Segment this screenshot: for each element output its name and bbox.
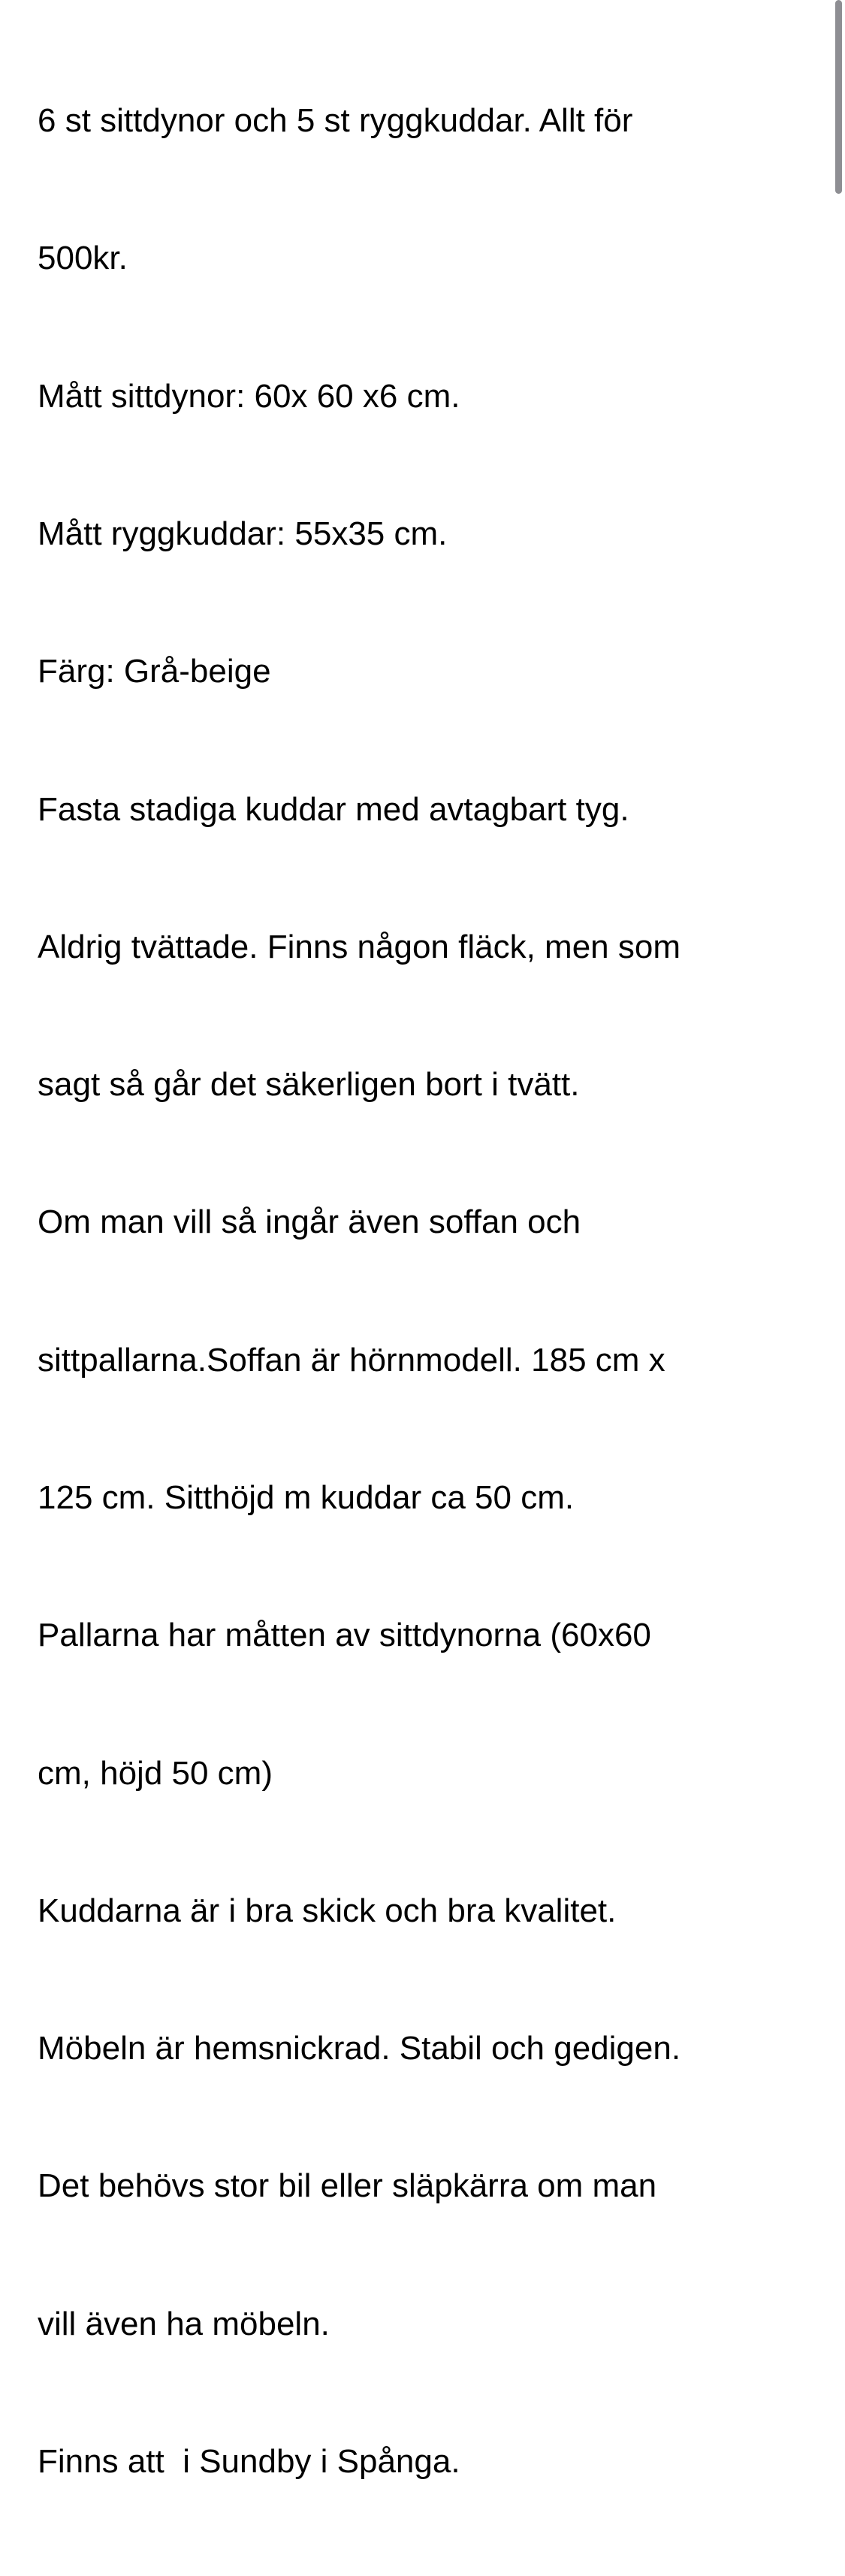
note-line: sittpallarna.Soffan är hörnmodell. 185 cm x — [38, 1341, 665, 1379]
note-line: 500kr. — [38, 240, 128, 277]
note-line: Finns att i Sundby i Spånga. — [38, 2442, 460, 2480]
note-line: sagt så går det säkerligen bort i tvätt. — [38, 1066, 580, 1104]
note-line: Mått ryggkuddar: 55x35 cm. — [38, 515, 448, 553]
vertical-scrollbar[interactable] — [835, 0, 842, 194]
note-line: Pallarna har måtten av sittdynorna (60x60 — [38, 1617, 651, 1654]
note-line: Möbeln är hemsnickrad. Stabil och gedigen. — [38, 2030, 681, 2067]
note-line: cm, höjd 50 cm) — [38, 1754, 273, 1792]
note-text-body[interactable] — [38, 6, 819, 2576]
note-line: Fasta stadiga kuddar med avtagbart tyg. — [38, 790, 629, 828]
note-line: Om man vill så ingår även soffan och — [38, 1203, 581, 1241]
note-line: 6 st sittdynor och 5 st ryggkuddar. Allt för — [38, 102, 633, 140]
note-line: 125 cm. Sitthöjd m kuddar ca 50 cm. — [38, 1479, 575, 1516]
note-line: vill även ha möbeln. — [38, 2305, 330, 2342]
note-line: Aldrig tvättade. Finns någon fläck, men som — [38, 928, 681, 965]
note-line: Mått sittdynor: 60x 60 x6 cm. — [38, 377, 460, 415]
note-line: Färg: Grå-beige — [38, 653, 271, 690]
note-line: Kuddarna är i bra skick och bra kvalitet. — [38, 1892, 617, 1929]
note-line: Det behövs stor bil eller släpkärra om man — [38, 2167, 657, 2205]
